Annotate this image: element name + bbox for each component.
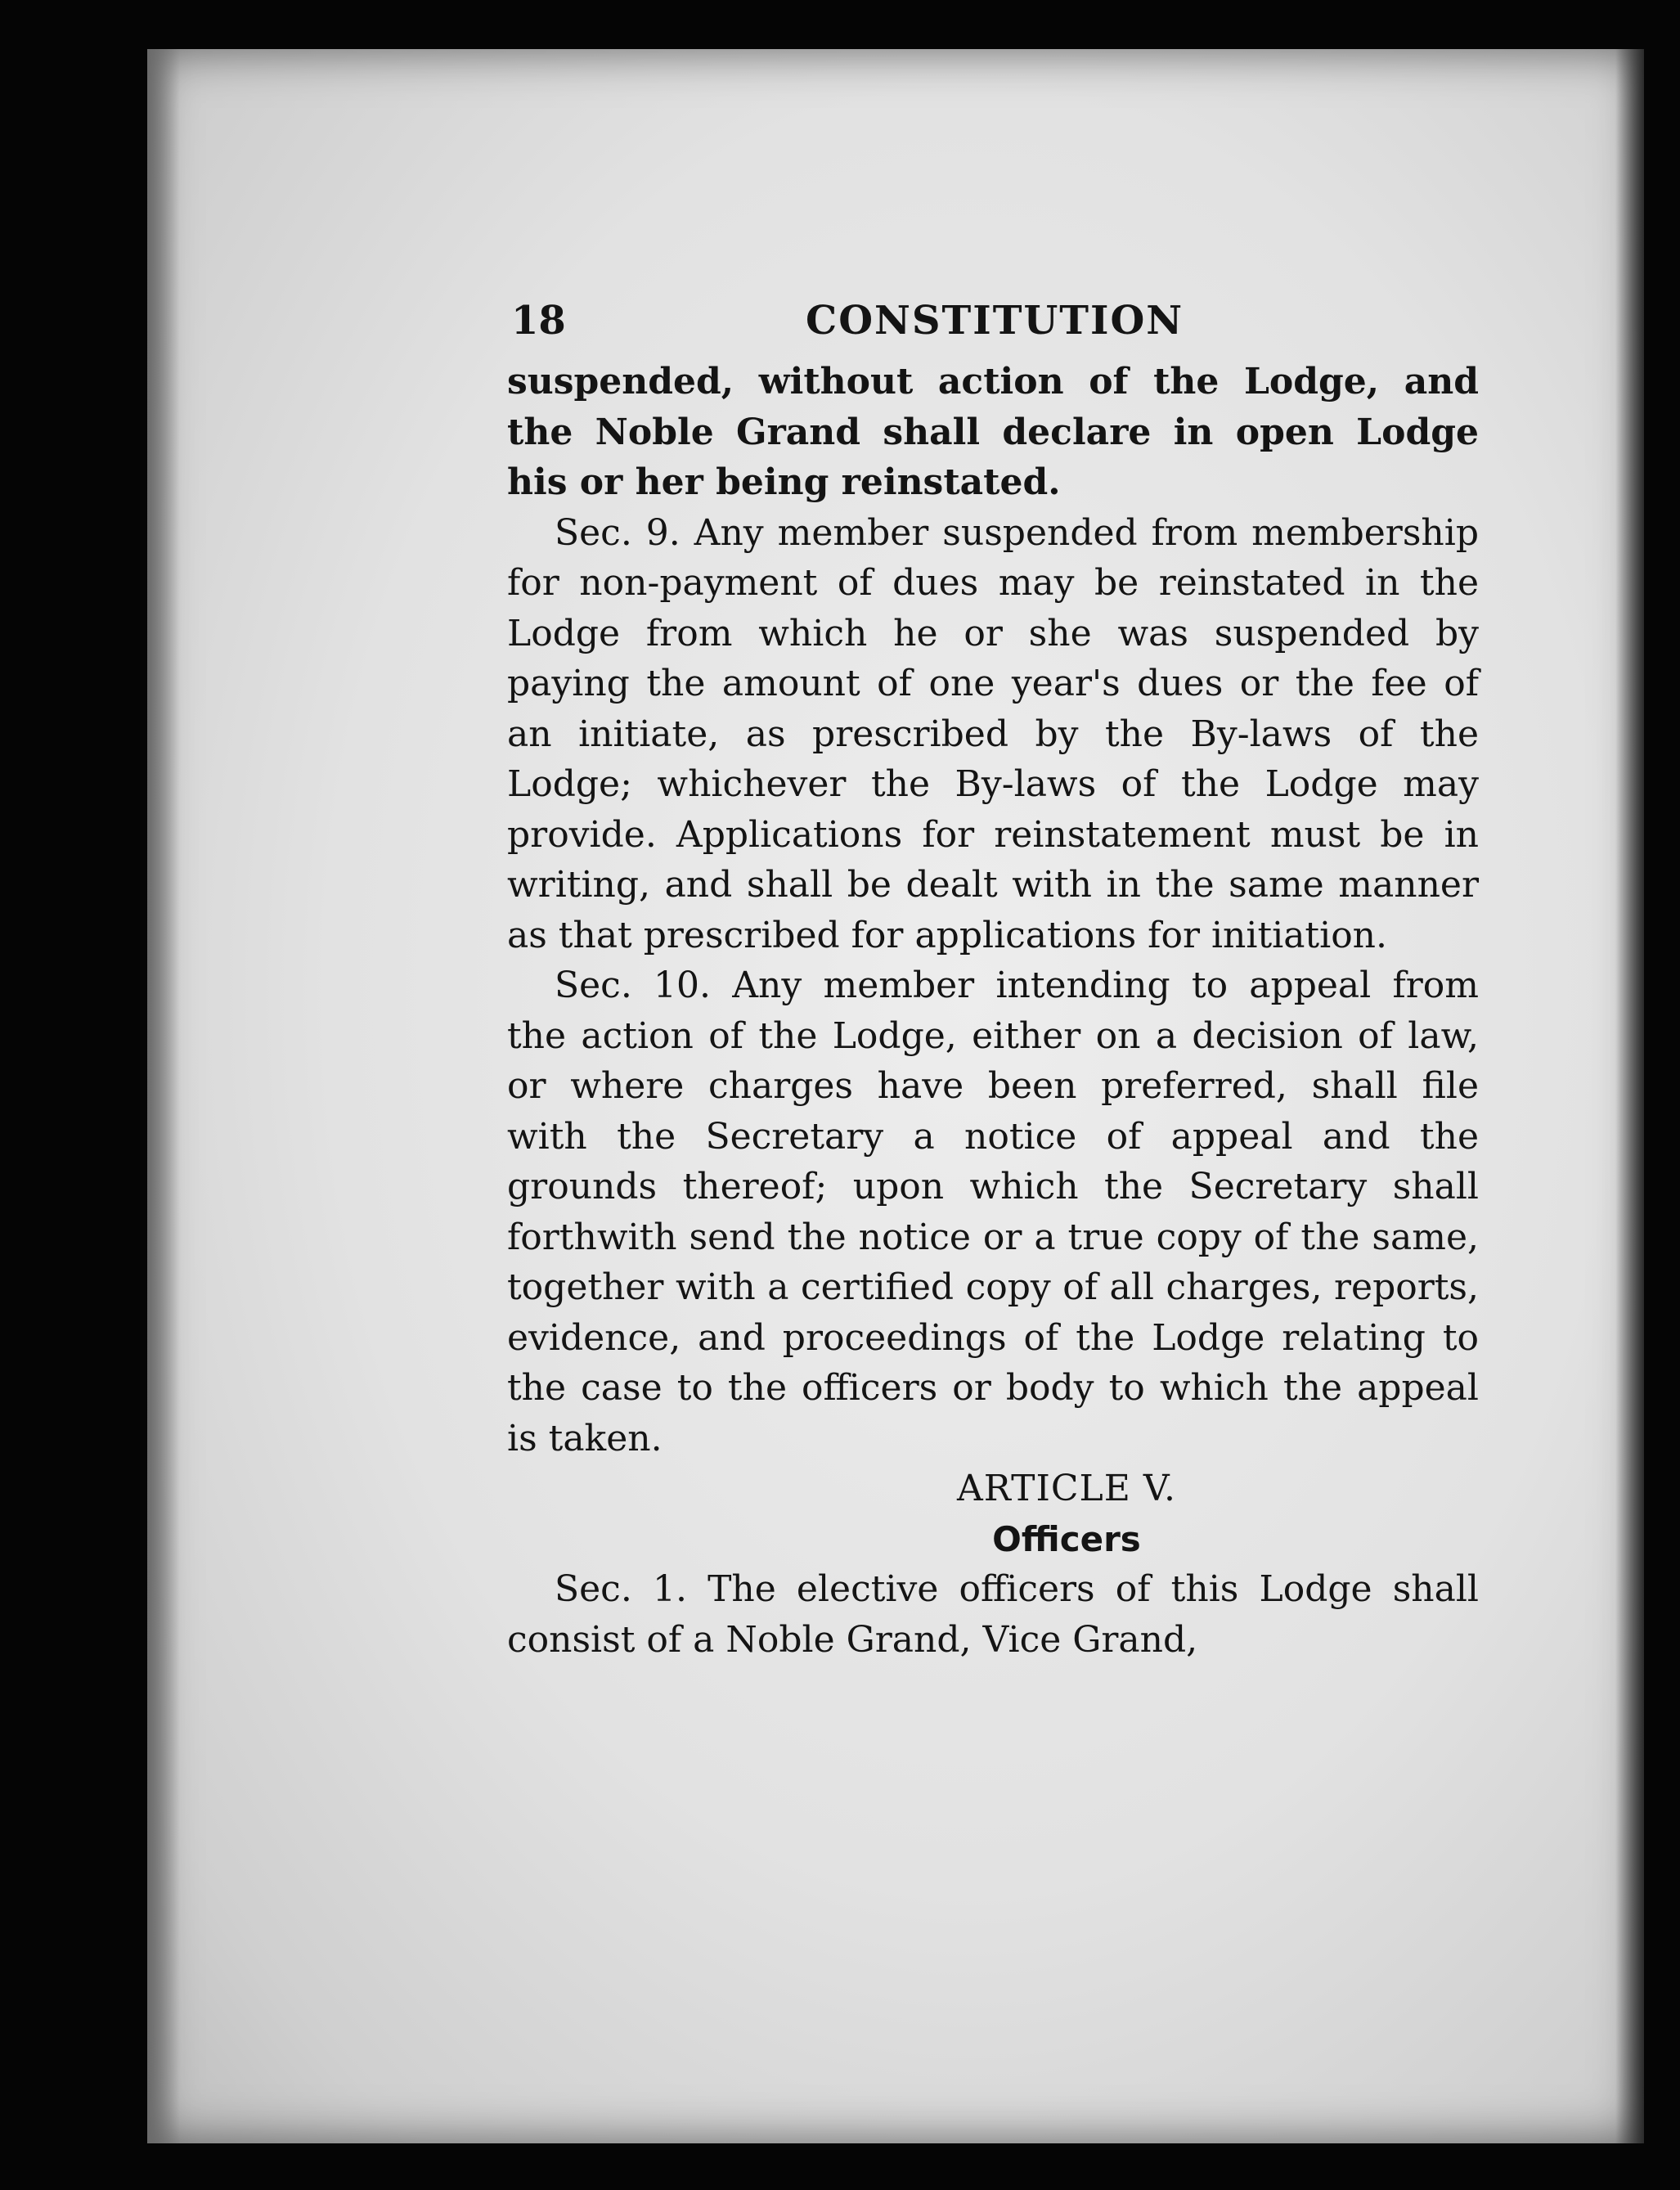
article-heading: ARTICLE V. bbox=[957, 1468, 1176, 1509]
section-10-paragraph: Sec. 10. Any member intending to appeal from the action of the Lodge, either on a decision of law, or where charges have been preferred, shall file with the Secretary a notice of appeal and the grounds thereof; upon which the Secretary shall forthwith send the notice or a true copy of the same, together with a certified copy of all charges, reports, evidence, and proceedings of the Lodge relating to the case to the officers or body to which the appeal is taken. bbox=[507, 965, 1479, 1459]
continuation-paragraph: suspended, without action of the Lodge, and the Noble Grand shall declare in open Lodge his or her being reinstated. bbox=[507, 361, 1479, 503]
running-head: CONSTITUTION bbox=[806, 298, 1184, 344]
article-section-1-paragraph: Sec. 1. The elective officers of this Lodge shall consist of a Noble Grand, Vice Grand, bbox=[507, 1568, 1479, 1661]
section-9-paragraph: Sec. 9. Any member suspended from membership for non-payment of dues may be reinstated in the Lodge from which he or she was suspended by paying the amount of one year's dues or the fee of an initiate, as prescribed by the By-laws of the Lodge; whichever the By-laws of the Lodge may provide. Applications for reinstatement must be in writing, and shall be dealt with in the same manner as that prescribed for applications for initiation. bbox=[507, 511, 1479, 956]
page-right-edge-shadow bbox=[1615, 49, 1644, 2143]
page-content bbox=[507, 296, 1479, 1665]
page-left-edge-shadow bbox=[147, 49, 180, 2143]
page-number: 18 bbox=[511, 298, 566, 344]
article-title: Officers bbox=[992, 1518, 1141, 1559]
page-header bbox=[507, 296, 1479, 353]
